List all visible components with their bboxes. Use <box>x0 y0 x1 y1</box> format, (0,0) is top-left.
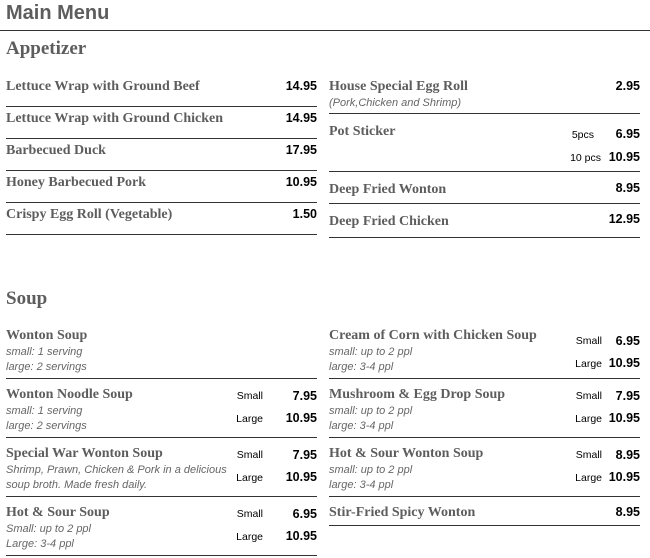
item-description: Large: 3-4 ppl <box>6 538 74 550</box>
item-price: 10.95 <box>608 411 640 425</box>
item-name: Cream of Corn with Chicken Soup <box>329 328 537 343</box>
item-description: soup broth. Made fresh daily. <box>6 479 148 491</box>
item-name: Pot Sticker <box>329 124 396 139</box>
item-price: 8.95 <box>615 505 640 519</box>
menu-item[interactable] <box>329 204 640 238</box>
soup-right-column <box>329 324 640 526</box>
menu-item[interactable] <box>329 172 640 204</box>
item-description: Shrimp, Prawn, Chicken & Pork in a delicious <box>6 464 227 476</box>
item-price: 8.95 <box>615 181 640 195</box>
menu-item[interactable] <box>6 497 317 556</box>
item-price: 7.95 <box>615 389 640 403</box>
item-price: 14.95 <box>285 79 317 93</box>
item-price: 8.95 <box>615 448 640 462</box>
appetizer-right-column <box>329 75 640 238</box>
item-name: Honey Barbecued Pork <box>6 175 146 190</box>
size-label: Large <box>575 358 602 370</box>
item-name: Stir-Fried Spicy Wonton <box>329 505 476 520</box>
menu-item[interactable] <box>6 379 317 438</box>
item-price: 2.95 <box>615 79 640 93</box>
item-price: 10.95 <box>608 356 640 370</box>
size-label: Large <box>236 413 263 425</box>
menu-item[interactable] <box>6 107 317 139</box>
menu-item[interactable] <box>6 324 317 379</box>
item-description: large: 2 servings <box>6 420 87 432</box>
item-description: large: 2 servings <box>6 361 87 373</box>
menu-item[interactable] <box>6 203 317 235</box>
menu-title: Main Menu <box>6 2 110 24</box>
item-price: 10.95 <box>285 529 317 543</box>
item-name: Crispy Egg Roll (Vegetable) <box>6 207 173 222</box>
item-name: Wonton Soup <box>6 328 88 343</box>
item-description: small: 1 serving <box>6 405 83 417</box>
size-label: Small <box>236 449 263 461</box>
size-label: Large <box>236 531 263 543</box>
item-price: 10.95 <box>608 150 640 164</box>
menu-item[interactable] <box>6 171 317 203</box>
appetizer-left-column <box>6 75 317 235</box>
size-label: Small <box>575 449 602 461</box>
item-description: small: up to 2 ppl <box>329 346 413 358</box>
item-name: Deep Fried Wonton <box>329 182 447 197</box>
item-name: Deep Fried Chicken <box>329 214 449 229</box>
menu-item[interactable] <box>6 438 317 497</box>
menu-item[interactable] <box>329 114 640 172</box>
item-description: Small: up to 2 ppl <box>6 523 91 535</box>
item-name: Mushroom & Egg Drop Soup <box>329 387 506 402</box>
size-label: Large <box>575 413 602 425</box>
menu-item[interactable] <box>329 379 640 438</box>
item-price: 17.95 <box>285 143 317 157</box>
size-label: Small <box>575 335 602 347</box>
size-label: Large <box>236 472 263 484</box>
title-divider <box>0 30 650 31</box>
item-name: Lettuce Wrap with Ground Beef <box>6 79 200 94</box>
item-price: 14.95 <box>285 111 317 125</box>
item-price: 10.95 <box>285 411 317 425</box>
item-price: 6.95 <box>615 127 640 141</box>
item-name: Lettuce Wrap with Ground Chicken <box>6 111 224 126</box>
item-price: 7.95 <box>292 448 317 462</box>
item-name: Barbecued Duck <box>6 143 106 158</box>
menu-item[interactable] <box>329 75 640 114</box>
size-label: Small <box>575 390 602 402</box>
item-name: Hot & Sour Wonton Soup <box>329 446 484 461</box>
size-label: Small <box>236 390 263 402</box>
item-price: 12.95 <box>608 212 640 226</box>
item-description: small: up to 2 ppl <box>329 405 413 417</box>
menu-item[interactable] <box>329 438 640 497</box>
item-description: small: 1 serving <box>6 346 83 358</box>
item-description: large: 3-4 ppl <box>329 420 394 432</box>
soup-left-column <box>6 324 317 556</box>
size-label: Small <box>236 508 263 520</box>
item-description: large: 3-4 ppl <box>329 361 394 373</box>
menu-item[interactable] <box>329 497 640 526</box>
item-price: 1.50 <box>292 207 317 221</box>
item-description: (Pork,Chicken and Shrimp) <box>329 97 462 109</box>
item-price: 10.95 <box>285 470 317 484</box>
section-title-appetizer: Appetizer <box>6 38 87 59</box>
item-price: 6.95 <box>292 507 317 521</box>
item-name: Hot & Sour Soup <box>6 505 110 520</box>
item-description: large: 3-4 ppl <box>329 479 394 491</box>
menu-item[interactable] <box>329 324 640 379</box>
menu-item[interactable] <box>6 75 317 107</box>
size-label: 10 pcs <box>570 152 601 164</box>
item-name: Special War Wonton Soup <box>6 446 163 461</box>
menu-item[interactable] <box>6 139 317 171</box>
item-price: 7.95 <box>292 389 317 403</box>
item-name: House Special Egg Roll <box>329 79 468 94</box>
item-price: 6.95 <box>615 334 640 348</box>
size-label: Large <box>575 472 602 484</box>
item-price: 10.95 <box>285 175 317 189</box>
item-price: 10.95 <box>608 470 640 484</box>
size-label: 5pcs <box>571 129 594 141</box>
item-description: small: up to 2 ppl <box>329 464 413 476</box>
item-name: Wonton Noodle Soup <box>6 387 133 402</box>
section-title-soup: Soup <box>6 288 48 309</box>
